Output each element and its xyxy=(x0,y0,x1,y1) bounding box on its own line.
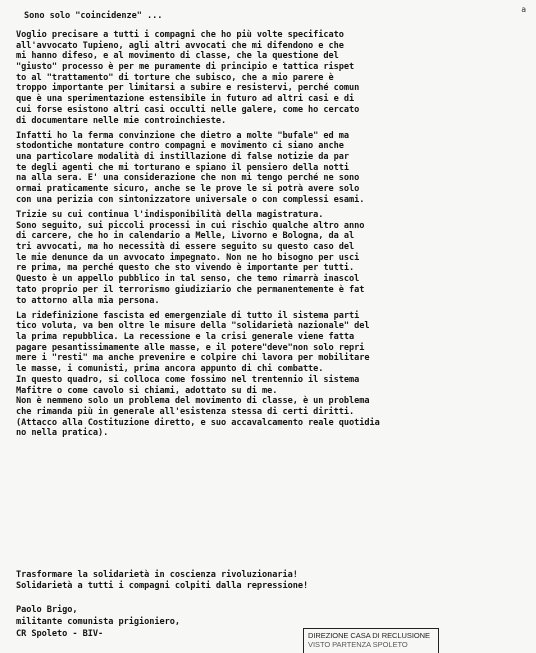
text-line: na alla sera. E' una considerazione che non mi tengo perché ne sono xyxy=(16,173,360,184)
text-line: le masse, i comunisti, prima ancora appunto di chi combatte. xyxy=(16,364,324,375)
text-line: una particolare modalità di instillazione di false notizie da par xyxy=(16,152,350,163)
closing-slogans xyxy=(16,570,308,592)
document-title: Sono solo "coincidenze" ... xyxy=(24,11,163,21)
text-line: all'avvocato Tupieno, agli altri avvocati che mi difendono e che xyxy=(16,40,344,51)
text-line: tri avvocati, ma ho necessità di essere seguito su questo caso del xyxy=(16,242,355,253)
text-line: tato proprio per il terrorismo giudiziario che permanentemente è fat xyxy=(16,284,365,295)
text-line: (Attacco alla Costituzione diretto, e suo accavalcamento reale quotidia xyxy=(16,417,380,428)
text-line: la prima repubblica. La recessione e la crisi generale viene fatta xyxy=(16,332,355,343)
text-line: di carcere, che ho in calendario a Melle, Livorno e Bologna, da al xyxy=(16,231,355,242)
text-line: te degli agenti che mi torturano e spiano il pensiero della notti xyxy=(16,162,350,173)
text-line: cui forse esistono altri casi occulti nelle galere, come ho cercato xyxy=(16,104,360,115)
text-line: re prima, ma perché questo che sto vivendo è importante per tutti. xyxy=(16,263,355,274)
text-line: mi hanno difeso, e al movimento di classe, che la questione del xyxy=(16,51,339,62)
text-line: Sono seguito, sui piccoli processi in cui rischio qualche altro anno xyxy=(16,220,365,231)
closing-slogan: Solidarietà a tutti i compagni colpiti dalla repressione! xyxy=(16,581,309,591)
paragraph xyxy=(16,311,528,439)
text-line: le mie denunce da un avvocato impegnato. Non ne ho bisogno per usci xyxy=(16,252,360,263)
stamp-line-1: DIREZIONE CASA DI RECLUSIONE xyxy=(308,631,430,640)
signature-role: militante comunista prigioniero, xyxy=(16,617,180,627)
paragraph xyxy=(16,131,528,206)
text-line: pagare pesantissimamente alle masse, e il potere"deve"non solo repri xyxy=(16,342,365,353)
text-line: Non è nemmeno solo un problema del movimento di classe, è un problema xyxy=(16,396,370,407)
text-line: Trizie su cui continua l'indisponibilità della magistratura. xyxy=(16,210,324,220)
text-line: con una perizia con sintonizzatore universale o con complessi esami. xyxy=(16,194,365,205)
text-line: di documentare nelle mie controinchieste. xyxy=(16,115,227,126)
text-line: che rimanda più in generale all'esistenza stessa di certi diritti. xyxy=(16,406,355,417)
text-line: no nella pratica). xyxy=(16,428,109,439)
signature-location: CR Spoleto - BIV- xyxy=(16,629,104,639)
text-line: ormai praticamente sicuro, anche se le prove le si potrà avere solo xyxy=(16,184,360,195)
page-marker: a xyxy=(521,5,526,14)
text-line: Infatti ho la ferma convinzione che dietro a molte "bufale" ed ma xyxy=(16,130,350,141)
paragraph xyxy=(16,210,528,306)
paragraph xyxy=(16,30,528,126)
text-line: to al "trattamento" di torture che subisco, che a mio parere è xyxy=(16,72,334,83)
text-line: to attorno alla mia persona. xyxy=(16,295,160,306)
text-line: tico voluta, va ben oltre le misure della "solidarietà nazionale" del xyxy=(16,321,370,332)
text-line: stodontiche montature contro compagni e movimento ci siano anche xyxy=(16,141,344,152)
signature-block xyxy=(16,604,180,640)
signature-name: Paolo Brigo, xyxy=(16,605,78,615)
stamp-line-2: VISTO PARTENZA SPOLETO xyxy=(308,640,408,649)
text-line: mere i "resti" ma anche prevenire e colpire chi lavora per mobilitare xyxy=(16,353,370,364)
text-line: Questo è un appello pubblico in tal senso, che temo rimarrà inascol xyxy=(16,274,360,285)
text-line: In questo quadro, si colloca come fossimo nel trentennio il sistema xyxy=(16,374,360,385)
text-line: Mafitre o come cavolo si chiami, adottato su di me. xyxy=(16,385,278,396)
prison-censor-stamp xyxy=(303,628,439,653)
document-body xyxy=(16,30,528,443)
text-line: que è una sperimentazione estensibile in futuro ad altri casi e di xyxy=(16,94,355,105)
text-line: Voglio precisare a tutti i compagni che ho più volte specificato xyxy=(16,30,344,40)
text-line: "giusto" processo è per me puramente di principio e tattica rispet xyxy=(16,62,355,73)
text-line: troppo importante per limitarsi a subire e resistervi, perché comun xyxy=(16,83,360,94)
closing-slogan: Trasformare la solidarietà in coscienza rivoluzionaria! xyxy=(16,570,298,580)
text-line: La ridefinizione fascista ed emergenziale di tutto il sistema parti xyxy=(16,310,360,321)
